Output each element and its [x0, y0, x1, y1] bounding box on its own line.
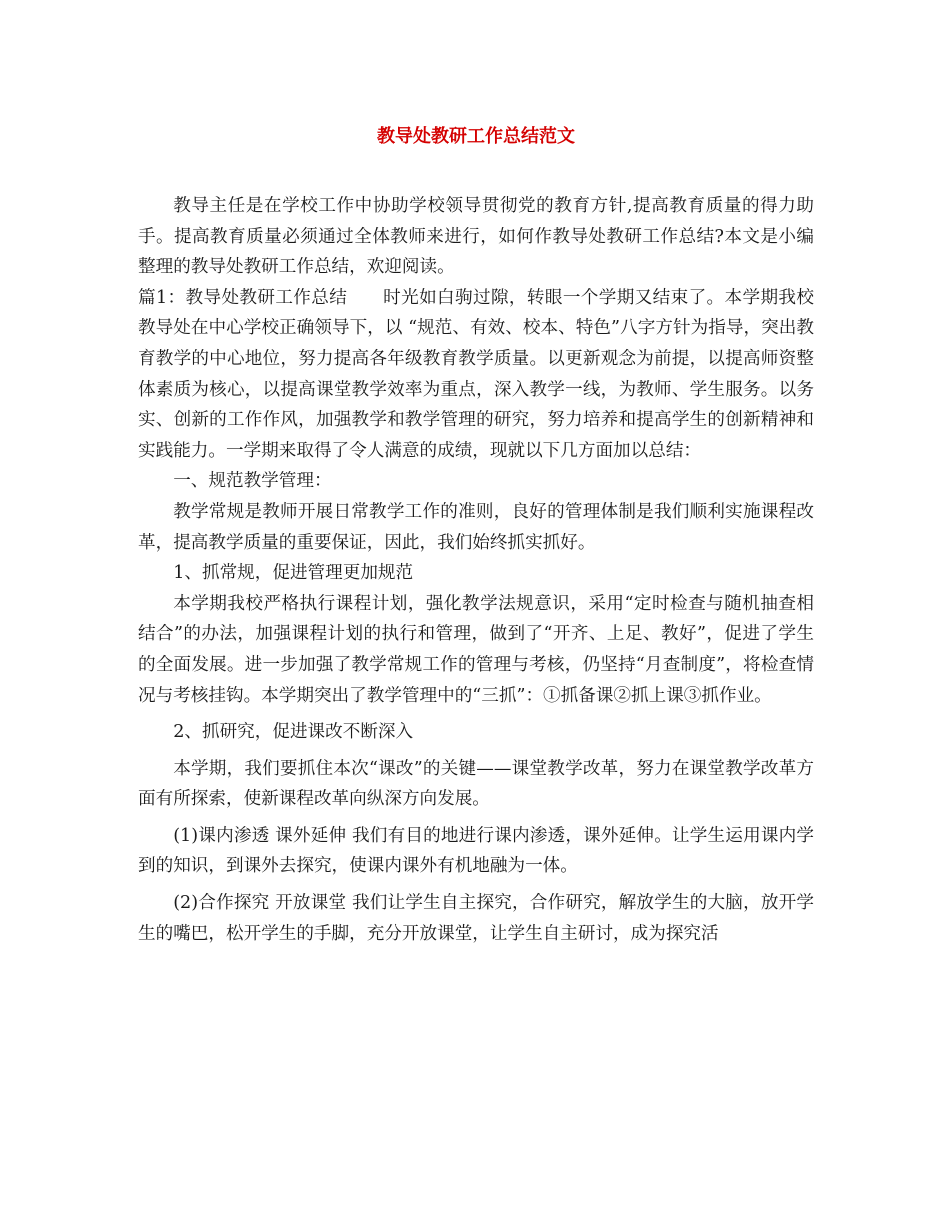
- paragraph-intro: 教导主任是在学校工作中协助学校领导贯彻党的教育方针,提高教育质量的得力助手。提高教育质量必须通过全体教师来进行，如何作教导处教研工作总结?本文是小编整理的教导处教研工作总结，欢迎阅读。: [138, 196, 814, 278]
- document-title: 教导处教研工作总结范文: [377, 126, 575, 147]
- subheading-1: 1、抓常规，促进管理更加规范: [173, 563, 414, 584]
- paragraph-item-1: (1)课内渗透 课外延伸 我们有目的地进行课内渗透，课外延伸。让学生运用课内学到的知识，到课外去探究，使课内课外有机地融为一体。: [138, 825, 814, 877]
- paragraph-routine: 教学常规是教师开展日常教学工作的准则，良好的管理体制是我们顺利实施课程改革，提高教学质量的重要保证，因此，我们始终抓实抓好。: [138, 501, 814, 553]
- paragraph-reform: 本学期，我们要抓住本次“课改”的关键——课堂教学改革，努力在课堂教学改革方面有所探索，使新课程改革向纵深方向发展。: [138, 758, 814, 810]
- paragraph-part1: 篇1：教导处教研工作总结 时光如白驹过隙，转眼一个学期又结束了。本学期我校教导处在中心学校正确领导下，以 “规范、有效、校本、特色”八字方针为指导，突出教育教学的中心地位，努力提高各年级教育教学质量。以更新观念为前提，以提高师资整体素质为核心，以提高课堂教学效率为重点，深入教学一线，为教师、学生服务。以务实、创新的工作作风，加强教学和教学管理的研究，努力培养和提高学生的创新精神和实践能力。一学期来取得了令人满意的成绩，现就以下几方面加以总结：: [138, 287, 814, 461]
- section-heading-1: 一、规范教学管理：: [173, 471, 332, 492]
- subheading-2: 2、抓研究，促进课改不断深入: [173, 722, 414, 743]
- paragraph-curriculum: 本学期我校严格执行课程计划，强化教学法规意识，采用“定时检查与随机抽查相结合”的办法，加强课程计划的执行和管理，做到了“开齐、上足、教好”，促进了学生的全面发展。进一步加强了教学常规工作的管理与考核，仍坚持“月查制度”，将检查情况与考核挂钩。本学期突出了教学管理中的“三抓”：①抓备课②抓上课③抓作业。: [138, 593, 814, 706]
- paragraph-item-2: (2)合作探究 开放课堂 我们让学生自主探究，合作研究，解放学生的大脑，放开学生的嘴巴，松开学生的手脚，充分开放课堂，让学生自主研讨，成为探究活: [138, 893, 814, 944]
- document-body: [138, 191, 814, 949]
